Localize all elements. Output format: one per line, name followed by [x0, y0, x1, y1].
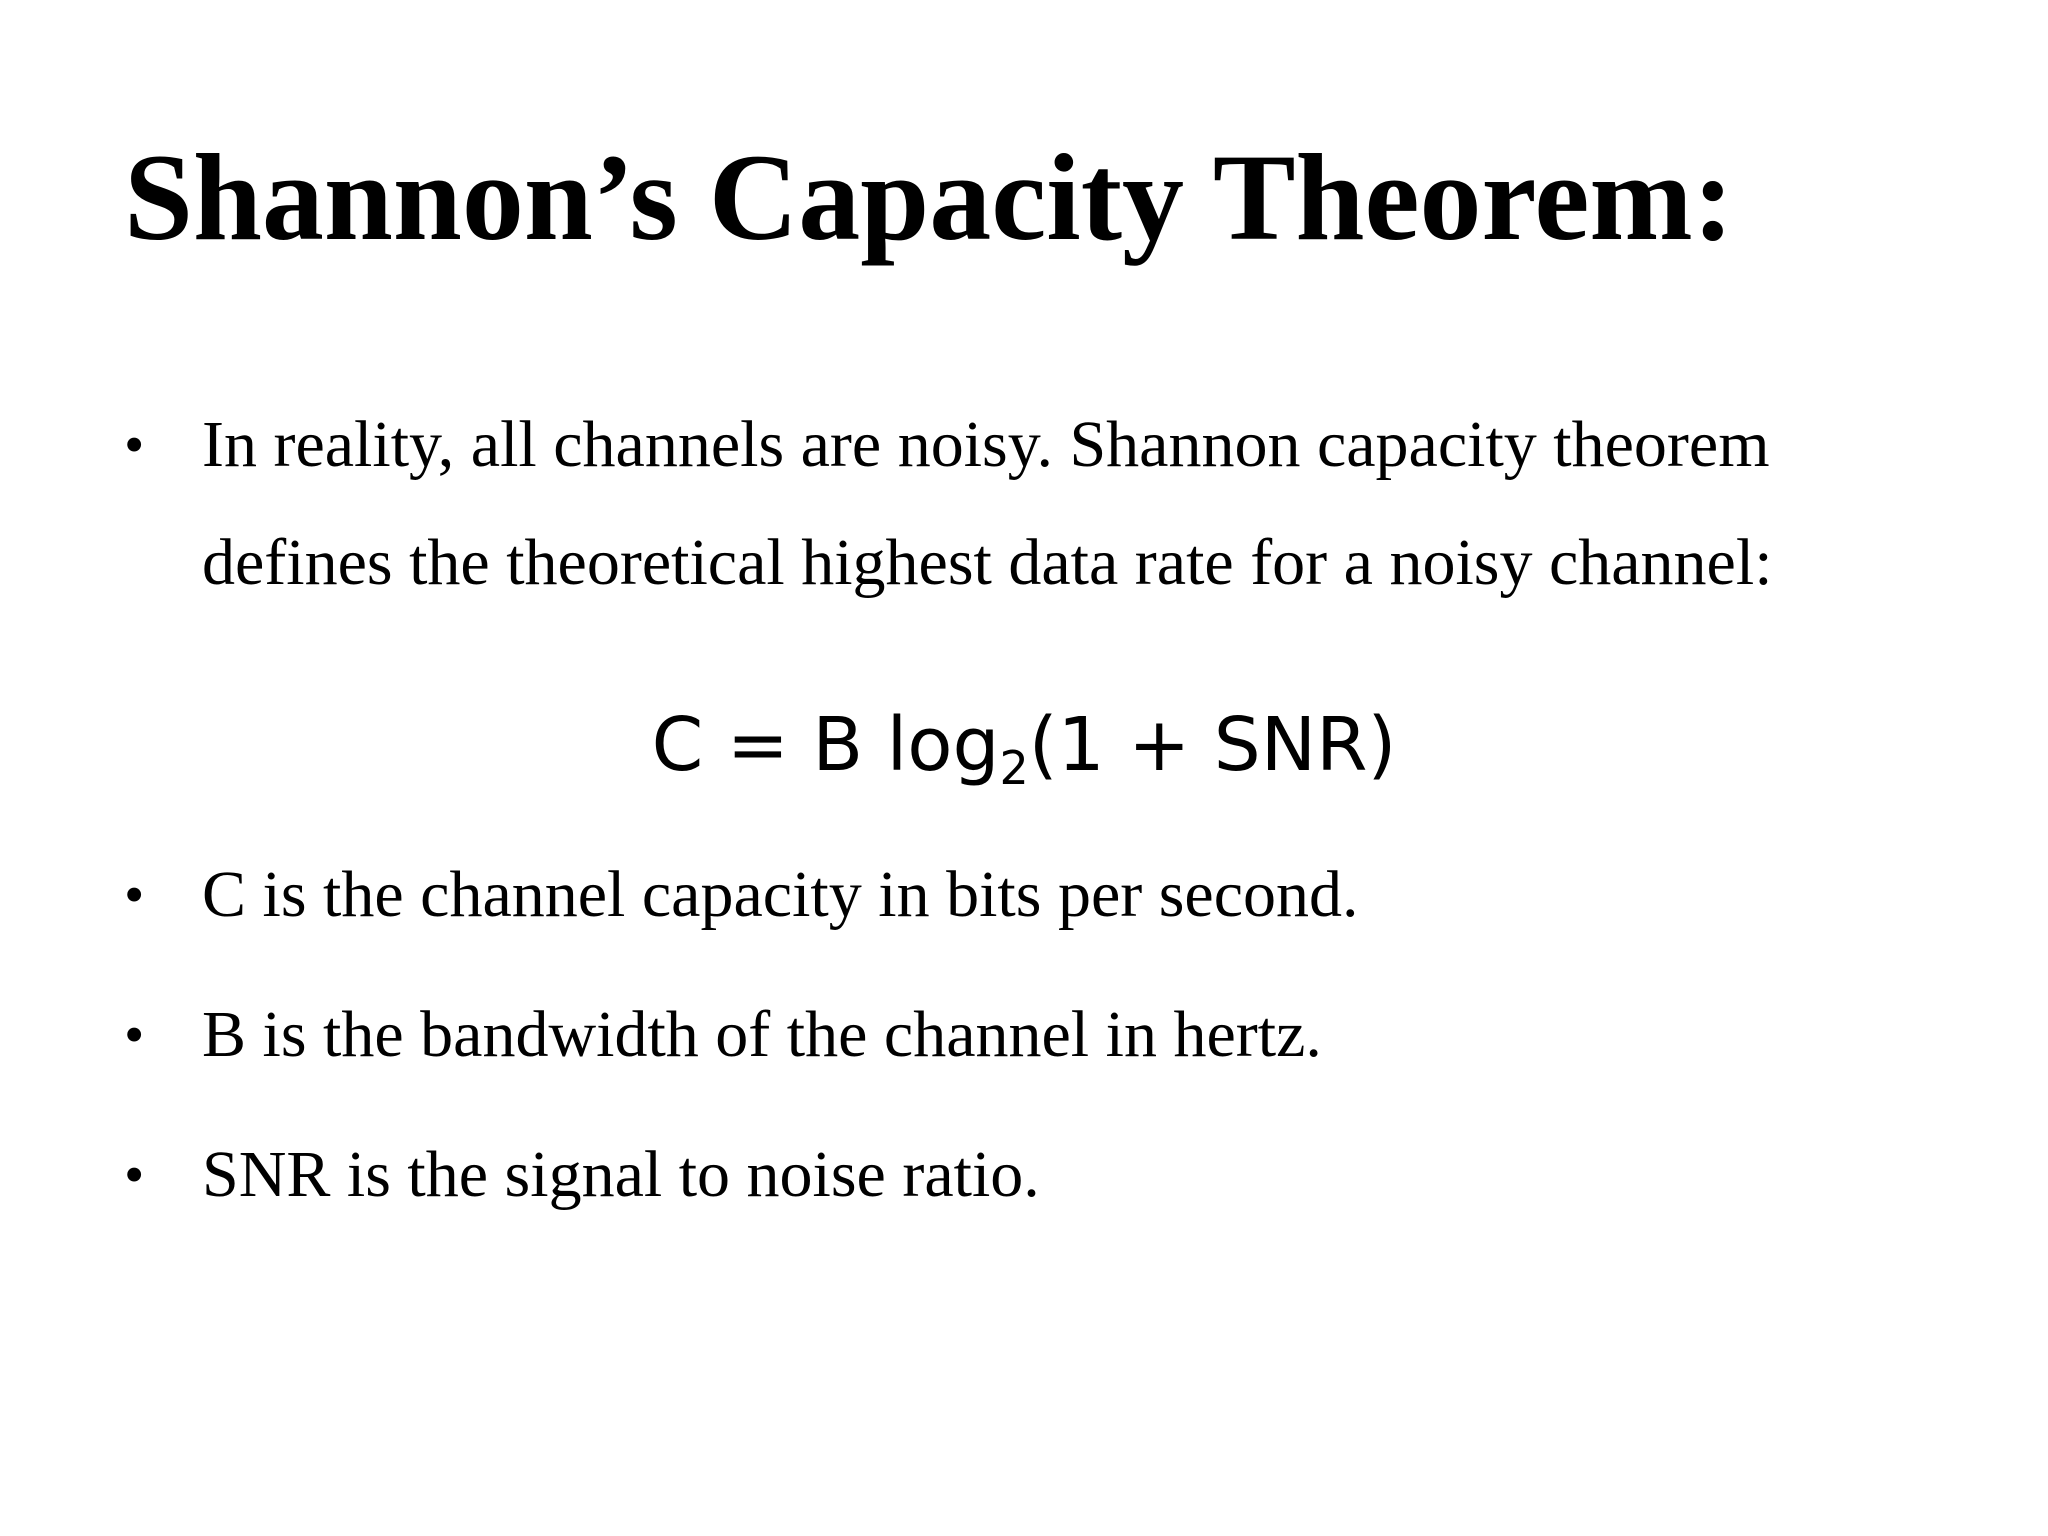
- bullet-icon: •: [124, 412, 145, 477]
- definition-text: B is the bandwidth of the channel in hertz.: [202, 998, 1322, 1071]
- formula-rhs: (1 + SNR): [1028, 702, 1397, 788]
- intro-line-1: In reality, all channels are noisy. Shannon capacity theorem: [202, 408, 1770, 481]
- capacity-formula: [0, 695, 2048, 795]
- bullet-intro-text: [202, 400, 1773, 608]
- definition-text: SNR is the signal to noise ratio.: [202, 1138, 1040, 1211]
- slide-title: Shannon’s Capacity Theorem:: [124, 129, 1734, 266]
- formula-log-base: 2: [999, 741, 1029, 795]
- bullet-icon: •: [124, 1002, 145, 1067]
- definition-text: C is the channel capacity in bits per second.: [202, 858, 1359, 931]
- formula-lhs: C = B log: [651, 702, 1000, 788]
- bullet-icon: •: [124, 862, 145, 927]
- bullet-icon: •: [124, 1142, 145, 1207]
- intro-line-2: defines the theoretical highest data rate for a noisy channel:: [202, 526, 1773, 599]
